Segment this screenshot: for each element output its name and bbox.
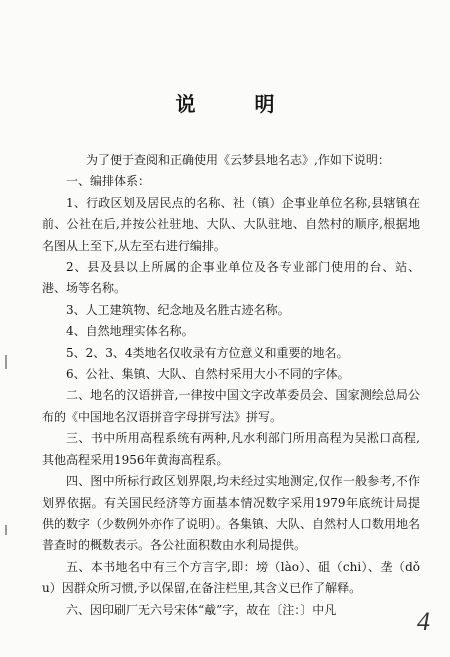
list-item-3: 3、人工建筑物、纪念地及名胜古迹名称。 xyxy=(66,302,290,317)
section-printing-note: 六、因印刷厂无六号宋体“䳒”字，故在〔注：〕中凡 xyxy=(66,602,337,617)
section-dialect-chars: 五、本书地名中有三个方言字,即：塝（lào）、砠（chi）、垄（dǒu）因群众所习惯,予以保留,在备注栏里,其含义已作了解释。 xyxy=(42,559,420,596)
list-item-6: 6、公社、集镇、大队、自然村采用大小不同的字体。 xyxy=(66,367,350,382)
section-elevation: 三、书中所用高程系统有两种,凡水利部门所用高程为吴淞口高程,其他高程采用1956年黄海高程系。 xyxy=(42,431,420,467)
scan-edge-mark xyxy=(5,525,7,535)
page-number: 4 xyxy=(417,607,430,636)
scan-edge-mark xyxy=(5,355,7,369)
section-boundaries: 四、图中所标行政区划界限,均未经过实地测定,仅作一般参考,不作划界依据。有关国民经济等方面基本情况数字采用1979年底统计局提供的数字（少数例外亦作了说明）。各集镇、大队、自然村人口数用地名普查时的概数表示。各公社面积数由水利局提供。 xyxy=(42,474,421,553)
section-heading-arrangement: 一、编排体系： xyxy=(66,174,151,189)
list-item-1: 1、行政区划及居民点的名称、社（镇）企事业单位名称,县辖镇在前、公社在后,并按公社驻地、大队、大队驻地、自然村的顺序,根据地名图从上至下,从左至右进行编排。 xyxy=(42,195,420,253)
list-item-4: 4、自然地理实体名称。 xyxy=(66,324,194,339)
section-pinyin: 二、地名的汉语拼音,一律按中国文字改革委员会、国家测绘总局公布的《中国地名汉语拼音字母拼写法》拼写。 xyxy=(42,388,420,424)
list-item-2: 2、县及县以上所属的企事业单位及各专业部门使用的台、站、港、场等名称。 xyxy=(42,260,420,296)
document-body xyxy=(42,150,420,621)
page-title: 说 明 xyxy=(175,92,301,116)
intro-paragraph: 为了便于查阅和正确使用《云梦县地名志》,作如下说明： xyxy=(86,153,390,167)
list-item-5: 5、2、3、4类地名仅收录有方位意义和重要的地名。 xyxy=(66,345,349,360)
